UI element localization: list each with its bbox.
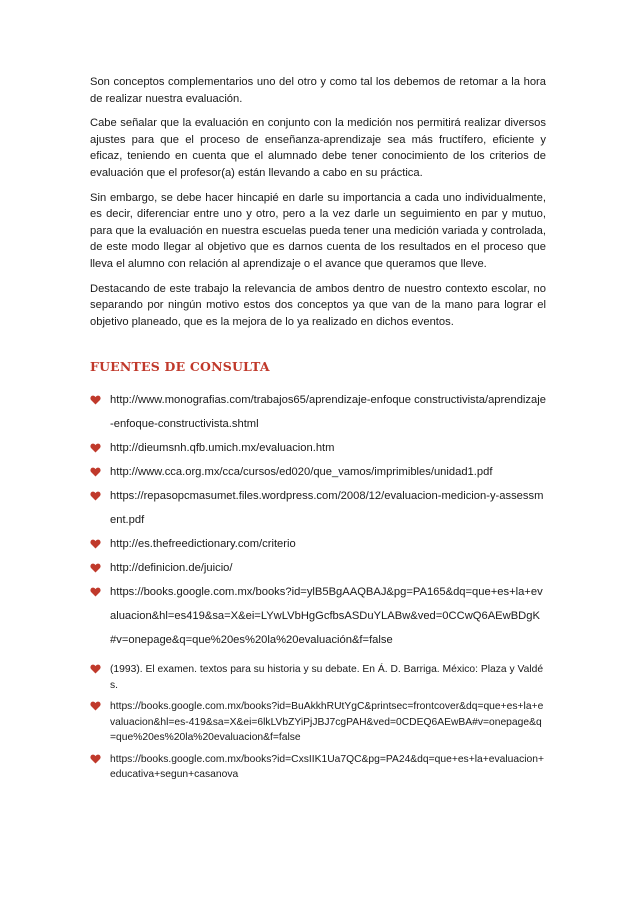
heart-bullet-icon bbox=[90, 534, 101, 544]
reference-item bbox=[90, 580, 546, 652]
reference-link[interactable]: https://books.google.com.mx/books?id=BuAkkhRUtYgC&printsec=frontcover&dq=que+es+la+evaluacion&hl=es-419&sa=X&ei=6lkLVbZYiPjJBJ7cgPAH&ved=0CDEQ6AEwBA#v=onepage&q=que%20es%20la%20evaluacion&f=false bbox=[110, 701, 544, 744]
reference-link[interactable]: https://books.google.com.mx/books?id=CxsIIK1Ua7QC&pg=PA24&dq=que+es+la+evaluacion+educativa+segun+casanova bbox=[110, 753, 544, 781]
reference-item bbox=[90, 388, 546, 436]
heart-bullet-icon bbox=[90, 486, 101, 496]
reference-link[interactable]: http://www.cca.org.mx/cca/cursos/ed020/que_vamos/imprimibles/unidad1.pdf bbox=[110, 466, 493, 479]
document-page bbox=[90, 74, 546, 789]
reference-item bbox=[90, 556, 546, 580]
heart-bullet-icon bbox=[90, 701, 101, 711]
reference-item bbox=[90, 699, 546, 746]
heart-bullet-icon bbox=[90, 558, 101, 568]
heart-bullet-icon bbox=[90, 754, 101, 764]
reference-item bbox=[90, 460, 546, 484]
heart-bullet-icon bbox=[90, 438, 101, 448]
paragraph: Sin embargo, se debe hacer hincapié en darle su importancia a cada uno individualmente, es decir, diferenciar entre uno y otro, pero a la vez darle un seguimiento en par y mutuo, para que la evaluación en nuestra escuelas pueda tener una medición variada y controlada, de este modo llegar al objetivo que es darnos cuenta de los resultados en el proceso que lleva el alumno con relación al aprendizaje o el avance que queramos que lleve. bbox=[90, 191, 546, 270]
reference-item bbox=[90, 752, 546, 783]
paragraph: Cabe señalar que la evaluación en conjunto con la medición nos permitirá realizar diversos ajustes para que el proceso de enseñanza-aprendizaje sea más fructífero, eficiente y eficaz, teniendo en cuenta que el alumnado debe tener conocimiento de los criterios de evaluación que el profesor(a) están llevando a cabo en su práctica. bbox=[90, 117, 546, 179]
reference-link[interactable]: http://dieumsnh.qfb.umich.mx/evaluacion.htm bbox=[110, 442, 335, 455]
heart-bullet-icon bbox=[90, 582, 101, 592]
reference-list bbox=[90, 388, 546, 783]
reference-citation: (1993). El examen. textos para su historia y su debate. En Á. D. Barriga. México: Plaza y Valdés. bbox=[110, 664, 544, 691]
reference-link[interactable]: https://repasopcmasumet.files.wordpress.com/2008/12/evaluacion-medicion-y-assessment.pdf bbox=[110, 490, 544, 527]
heart-bullet-icon bbox=[90, 390, 101, 400]
reference-item bbox=[90, 532, 546, 556]
heart-bullet-icon bbox=[90, 462, 101, 472]
paragraph: Son conceptos complementarios uno del otro y como tal los debemos de retomar a la hora de realizar nuestra evaluación. bbox=[90, 76, 546, 105]
section-heading: FUENTES DE CONSULTA bbox=[90, 359, 270, 375]
reference-item bbox=[90, 662, 546, 693]
reference-link[interactable]: http://es.thefreedictionary.com/criterio bbox=[110, 538, 296, 551]
reference-link[interactable]: http://www.monografias.com/trabajos65/aprendizaje-enfoque constructivista/aprendizaje-enfoque-constructivista.shtml bbox=[110, 394, 546, 431]
reference-link[interactable]: https://books.google.com.mx/books?id=ylB5BgAAQBAJ&pg=PA165&dq=que+es+la+evaluacion&hl=es419&sa=X&ei=LYwLVbHgGcfbsASDuYLABw&ved=0CCwQ6AEwBDgK#v=onepage&q=que%20es%20la%20evaluación&f=false bbox=[110, 586, 543, 647]
reference-item bbox=[90, 436, 546, 460]
reference-item bbox=[90, 484, 546, 532]
reference-link[interactable]: http://definicion.de/juicio/ bbox=[110, 562, 233, 575]
heart-bullet-icon bbox=[90, 664, 101, 674]
paragraph: Destacando de este trabajo la relevancia de ambos dentro de nuestro contexto escolar, no separando por ningún motivo estos dos conceptos ya que van de la mano para lograr el objetivo planeado, que es la mejora de lo ya realizado en dichos eventos. bbox=[90, 282, 546, 328]
